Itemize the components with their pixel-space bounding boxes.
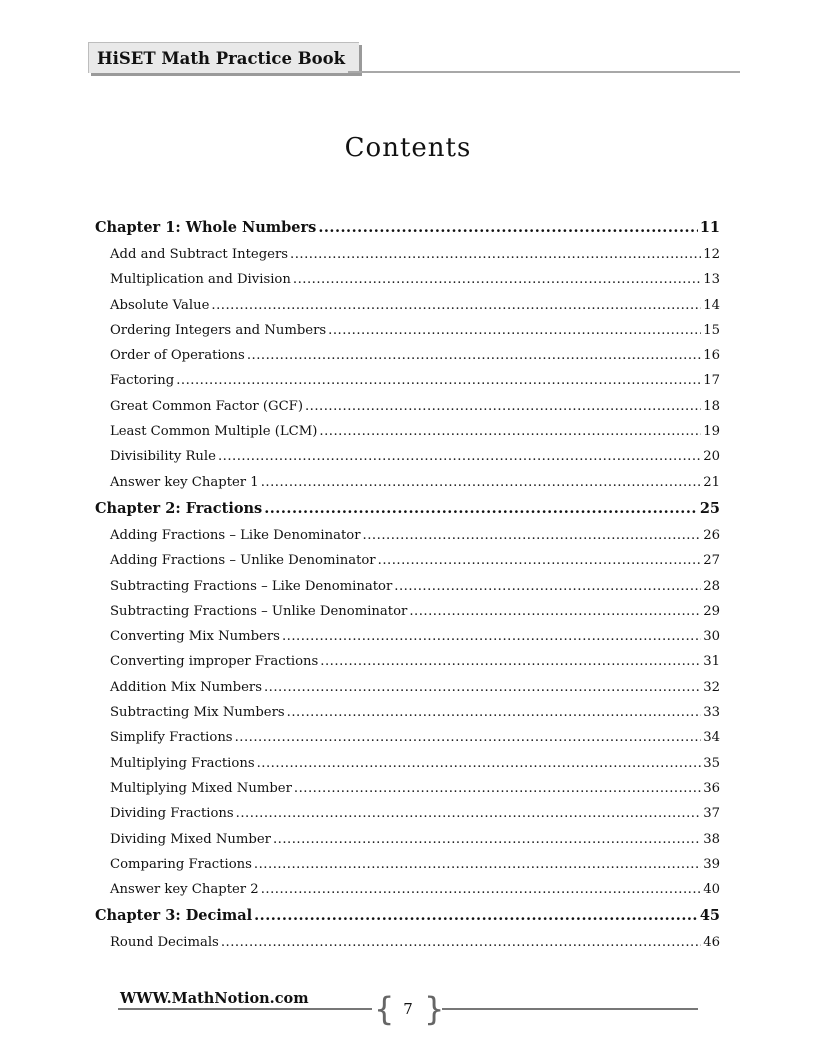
toc-entry-title: Absolute Value: [110, 297, 210, 313]
toc-page-number: 38: [703, 831, 720, 847]
toc-entry-title: Add and Subtract Integers: [110, 247, 289, 262]
toc-section-row[interactable]: [95, 548, 720, 573]
page-title: Contents: [344, 133, 472, 164]
toc-page-number: 26: [703, 527, 720, 543]
toc-page-number: 13: [703, 272, 720, 288]
toc-page-number: 19: [703, 424, 720, 440]
toc-page-number: 45: [699, 907, 720, 925]
toc-dot-leader: [254, 902, 698, 930]
header-tab: [88, 42, 359, 73]
toc-page-number: 40: [703, 882, 720, 898]
toc-entry-title: Least Common Multiple (LCM): [110, 424, 318, 440]
toc-section-row[interactable]: [95, 675, 720, 700]
toc-entry-title: Answer key Chapter 2: [110, 882, 259, 898]
toc-entry-title: Ordering Integers and Numbers: [110, 322, 327, 338]
right-brace-icon: }: [424, 990, 445, 1028]
toc-dot-leader: [176, 368, 701, 393]
toc-dot-leader: [318, 214, 698, 242]
table-of-contents: [95, 214, 720, 956]
toc-section-row[interactable]: [95, 419, 720, 444]
toc-section-row[interactable]: [95, 293, 720, 318]
toc-dot-leader: [378, 548, 702, 573]
toc-entry-title: Subtracting Fractions – Like Denominator: [110, 578, 393, 594]
toc-section-row[interactable]: [95, 444, 720, 469]
toc-dot-leader: [394, 574, 701, 599]
toc-section-row[interactable]: [95, 930, 720, 955]
toc-page-number: 20: [703, 449, 720, 465]
toc-page-number: 37: [703, 806, 720, 822]
toc-page-number: 30: [703, 629, 720, 645]
toc-page-number: 29: [703, 603, 720, 619]
toc-page-number: 34: [703, 730, 720, 746]
toc-dot-leader: [257, 751, 702, 776]
toc-chapter-row[interactable]: [95, 214, 720, 242]
toc-dot-leader: [293, 267, 701, 292]
toc-entry-title: Adding Fractions – Unlike Denominator: [110, 553, 376, 569]
toc-section-row[interactable]: [95, 318, 720, 343]
toc-section-row[interactable]: [95, 877, 720, 902]
toc-entry-title: Chapter 2: Fractions: [95, 499, 263, 517]
toc-page-number: 18: [703, 398, 720, 414]
toc-section-row[interactable]: [95, 599, 720, 624]
toc-chapter-row[interactable]: [95, 902, 720, 930]
toc-dot-leader: [247, 343, 701, 368]
toc-page-number: 14: [703, 297, 720, 313]
toc-dot-leader: [211, 293, 701, 318]
toc-dot-leader: [282, 624, 701, 649]
toc-entry-title: Factoring: [110, 373, 175, 389]
toc-section-row[interactable]: [95, 242, 720, 267]
toc-section-row[interactable]: [95, 574, 720, 599]
toc-dot-leader: [319, 419, 701, 444]
toc-section-row[interactable]: [95, 267, 720, 292]
toc-dot-leader: [328, 318, 701, 343]
footer-website: WWW.MathNotion.com: [120, 990, 309, 1007]
toc-dot-leader: [320, 649, 701, 674]
page-number: 7: [403, 1000, 413, 1018]
toc-dot-leader: [363, 523, 702, 548]
toc-entry-title: Subtracting Mix Numbers: [110, 705, 285, 721]
toc-page-number: 31: [703, 654, 720, 670]
toc-section-row[interactable]: [95, 394, 720, 419]
toc-page-number: 12: [703, 247, 720, 262]
toc-section-row[interactable]: [95, 523, 720, 548]
toc-dot-leader: [235, 725, 702, 750]
toc-entry-title: Simplify Fractions: [110, 730, 233, 746]
toc-section-row[interactable]: [95, 700, 720, 725]
toc-chapter-row[interactable]: [95, 495, 720, 523]
toc-dot-leader: [273, 827, 701, 852]
toc-page-number: 16: [703, 348, 720, 364]
toc-entry-title: Order of Operations: [110, 348, 245, 364]
toc-section-row[interactable]: [95, 776, 720, 801]
toc-dot-leader: [305, 394, 701, 419]
toc-entry-title: Answer key Chapter 1: [110, 474, 259, 490]
toc-entry-title: Comparing Fractions: [110, 856, 252, 872]
toc-dot-leader: [261, 470, 702, 495]
toc-entry-title: Chapter 1: Whole Numbers: [95, 219, 317, 236]
toc-page-number: 15: [703, 322, 720, 338]
toc-page-number: 35: [703, 755, 720, 771]
footer-rule-right: [442, 1008, 698, 1010]
toc-section-row[interactable]: [95, 343, 720, 368]
toc-page-number: 28: [703, 578, 720, 594]
toc-entry-title: Converting improper Fractions: [110, 654, 319, 670]
toc-page-number: 21: [703, 474, 720, 490]
toc-entry-title: Chapter 3: Decimal: [95, 907, 253, 925]
toc-dot-leader: [221, 930, 701, 955]
toc-entry-title: Divisibility Rule: [110, 449, 216, 465]
toc-entry-title: Dividing Mixed Number: [110, 831, 271, 847]
book-title: HiSET Math Practice Book: [97, 48, 346, 68]
toc-entry-title: Multiplying Mixed Number: [110, 780, 292, 796]
toc-entry-title: Addition Mix Numbers: [110, 679, 262, 695]
toc-entry-title: Multiplication and Division: [110, 272, 291, 288]
left-brace-icon: {: [374, 990, 395, 1028]
toc-section-row[interactable]: [95, 624, 720, 649]
toc-page-number: 17: [703, 373, 720, 389]
toc-section-row[interactable]: [95, 751, 720, 776]
toc-dot-leader: [264, 675, 701, 700]
toc-dot-leader: [287, 700, 702, 725]
running-header: [88, 42, 740, 76]
toc-entry-title: Subtracting Fractions – Unlike Denominator: [110, 603, 408, 619]
toc-entry-title: Round Decimals: [110, 935, 219, 951]
toc-dot-leader: [254, 852, 701, 877]
toc-entry-title: Adding Fractions – Like Denominator: [110, 527, 361, 543]
toc-page-number: 46: [703, 935, 720, 951]
toc-entry-title: Great Common Factor (GCF): [110, 398, 303, 414]
toc-dot-leader: [409, 599, 701, 624]
toc-dot-leader: [261, 877, 702, 902]
toc-dot-leader: [264, 495, 698, 523]
toc-page-number: 33: [703, 705, 720, 721]
footer-rule-left: [118, 1008, 372, 1010]
toc-section-row[interactable]: [95, 725, 720, 750]
toc-dot-leader: [218, 444, 701, 469]
toc-section-row[interactable]: [95, 852, 720, 877]
toc-section-row[interactable]: [95, 801, 720, 826]
toc-page-number: 36: [703, 780, 720, 796]
toc-dot-leader: [290, 242, 701, 267]
header-rule: [348, 71, 740, 73]
toc-section-row[interactable]: [95, 649, 720, 674]
toc-dot-leader: [236, 801, 702, 826]
toc-dot-leader: [294, 776, 701, 801]
toc-page-number: 11: [699, 219, 720, 236]
toc-entry-title: Converting Mix Numbers: [110, 629, 280, 645]
toc-page-number: 25: [699, 499, 720, 517]
toc-section-row[interactable]: [95, 368, 720, 393]
toc-page-number: 39: [703, 856, 720, 872]
toc-section-row[interactable]: [95, 470, 720, 495]
toc-entry-title: Dividing Fractions: [110, 806, 234, 822]
toc-page-number: 32: [703, 679, 720, 695]
toc-entry-title: Multiplying Fractions: [110, 755, 255, 771]
toc-page-number: 27: [703, 553, 720, 569]
toc-section-row[interactable]: [95, 827, 720, 852]
